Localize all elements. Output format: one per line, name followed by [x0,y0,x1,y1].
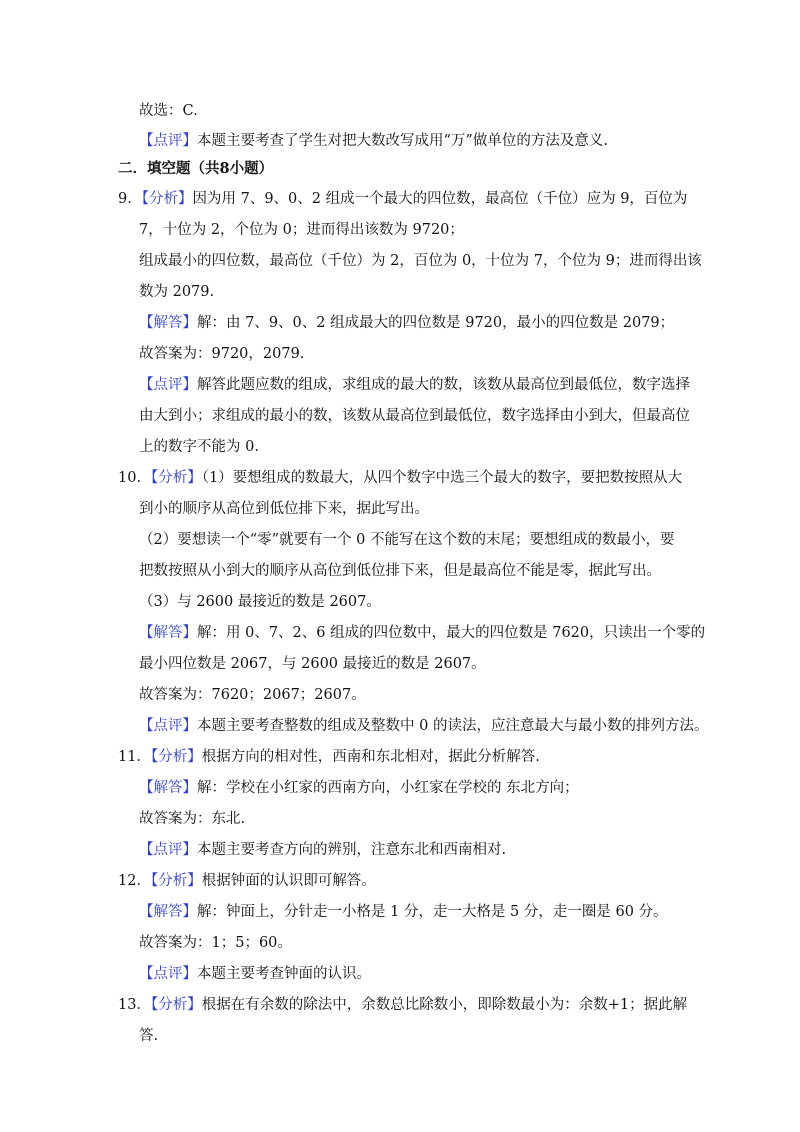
q10-answer-line: 故答案为：7620；2067；2607。 [139,687,366,703]
question-number: 13． [118,997,151,1013]
section-title: 二．填空题（共8小题） [118,160,274,177]
analysis-text: （1）要想组成的数最大，从四个数字中选三个最大的数字，要把数按照从大 [201,470,683,486]
q9-comment-line-2: 由大到小；求组成的最小的数，该数从最高位到最低位，数字选择由小到大，但最高位 [139,408,690,424]
comment-text: 本题主要考查方向的辨别，注意东北和西南相对. [197,842,507,858]
q12-comment-line [139,964,371,984]
question-number: 11． [118,749,151,765]
question-number: 12． [118,873,151,889]
q9-analysis-line-3: 组成最小的四位数，最高位（千位）为 2，百位为 0，十位为 7，个位为 9；进而得出该 [139,253,702,269]
q10-analysis-line-4: 把数按照从小到大的顺序从高位到低位排下来，但是最高位不能是零，据此写出。 [139,563,661,579]
q11-comment-line [139,840,506,860]
solution-text: 解：学校在小红家的西南方向，小红家在学校的 东北方向； [197,780,579,796]
q10-solution-line [139,623,705,643]
solution-text: 解：由 7、9、0、2 组成最大的四位数是 9720，最小的四位数是 2079； [197,315,675,331]
q10-analysis-line-2: 到小的顺序从高位到低位排下来，据此写出。 [139,501,429,517]
comment-text: 解答此题应数的组成，求组成的最大的数，该数从最高位到最低位，数字选择 [197,377,690,393]
comment-text: 本题主要考查了学生对把大数改写成用“万”做单位的方法及意义. [197,133,608,149]
q11-answer-line: 故答案为：东北. [139,811,246,827]
solution-tag: 【解答】 [139,625,197,641]
answer-choice-line [139,101,198,121]
comment-text: 本题主要考查钟面的认识。 [197,966,371,982]
analysis-tag: 【分析】 [150,873,202,889]
comment-tag: 【点评】 [139,718,197,734]
solution-tag: 【解答】 [139,780,197,796]
comment-tag: 【点评】 [139,133,197,149]
analysis-text: 根据方向的相对性，西南和东北相对，据此分析解答. [201,749,540,765]
question-number: 9． [118,191,142,207]
q9-answer-line: 故答案为：9720，2079. [139,346,305,362]
solution-text: 解：钟面上，分针走一小格是 1 分，走一大格是 5 分，走一圈是 60 分。 [197,904,668,920]
q10-analysis-line [118,468,682,488]
question-number: 10． [118,470,151,486]
q9-analysis-line-2: 7，十位为 2，个位为 0；进而得出该数为 9720； [139,222,464,238]
q9-analysis-line [118,189,687,209]
answer-choice-text: 故选：C. [139,103,198,119]
q12-analysis-line [118,871,376,891]
q9-comment-line-3: 上的数字不能为 0. [139,439,259,455]
q13-analysis-line [118,995,687,1015]
analysis-tag: 【分析】 [150,749,202,765]
q11-solution-line [139,778,579,798]
analysis-text: 根据钟面的认识即可解答。 [201,873,376,889]
q10-analysis-line-3: （2）要想读一个“零”就要有一个 0 不能写在这个数的末尾；要想组成的数最小，要 [139,532,675,548]
comment-text: 本题主要考查整数的组成及整数中 0 的读法，应注意最大与最小数的排列方法。 [197,718,709,734]
q9-comment-line [139,375,690,395]
analysis-tag: 【分析】 [150,997,202,1013]
analysis-tag: 【分析】 [141,191,193,207]
q10-analysis-line-5: （3）与 2600 最接近的数是 2607。 [139,594,381,610]
analysis-tag: 【分析】 [150,470,202,486]
solution-text: 解：用 0、7、2、6 组成的四位数中，最大的四位数是 7620，只读出一个零的 [197,625,706,641]
q10-solution-line-2: 最小四位数是 2067，与 2600 最接近的数是 2607。 [139,656,486,672]
comment-tag: 【点评】 [139,377,197,393]
solution-tag: 【解答】 [139,315,197,331]
q9-analysis-line-4: 数为 2079. [139,284,215,300]
q9-solution-line [139,313,674,333]
comment-tag: 【点评】 [139,966,197,982]
comment-tag: 【点评】 [139,842,197,858]
q10-comment-line [139,716,708,736]
q11-analysis-line [118,747,540,767]
intro-comment-line [139,131,608,151]
q12-solution-line [139,902,668,922]
solution-tag: 【解答】 [139,904,197,920]
q12-answer-line: 故答案为：1；5；60。 [139,935,292,951]
q13-analysis-line-2: 答. [139,1028,159,1044]
analysis-text: 根据在有余数的除法中，余数总比除数小，即除数最小为：余数+1；据此解 [201,997,688,1013]
analysis-text: 因为用 7、9、0、2 组成一个最大的四位数，最高位（千位）应为 9，百位为 [192,191,688,207]
